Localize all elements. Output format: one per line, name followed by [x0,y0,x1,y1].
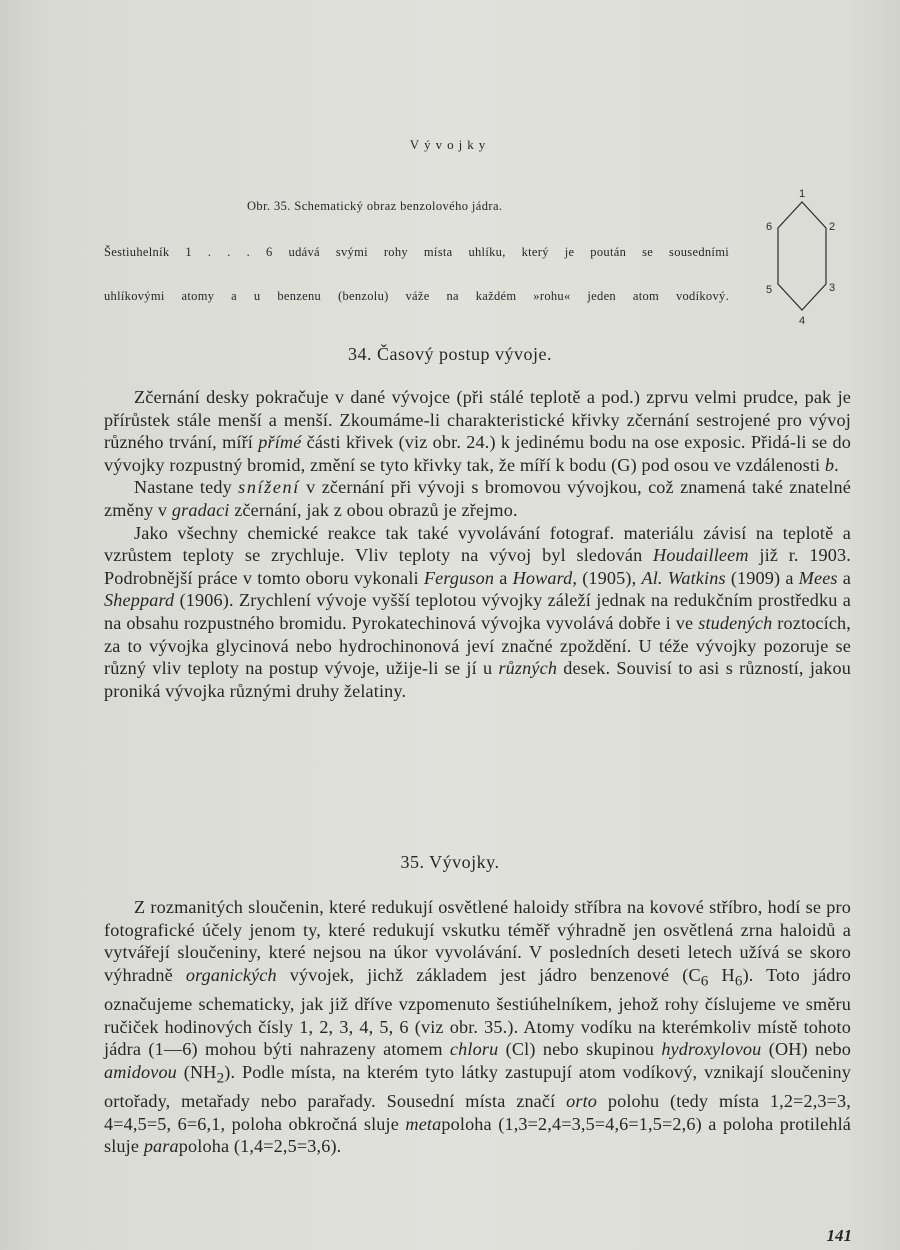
section-35-paragraph-1: Z rozmanitých sloučenin, které redukují osvětlené haloidy stříbra na kovové stříbro, hodí se pro fotografické účely jenom ty, které redukují vskutku téměř výhradně jen osvětlená zrna haloidů a vytvářejí sloučeniny, které nejsou na úkor vyvolávání. V posledních deseti letech užívá se skoro výhradně organických vývojek, jichž základem jest jádro benzenové ($C_6$ $H_6$). Toto jádro označujeme schematicky, jak již dříve vzpomenuto šestiúhelníkem, jehož rohy číslujeme ve směru ručiček hodinových čísly 1, 2, 3, 4, 5, 6 (viz obr. 35.). Atomy vodíku na kterémkoliv místě tohoto jádra (1—6) mohou býti nahrazeny atomem chloru (Cl) nebo skupinou hydroxylovou (OH) nebo amidovou $(NH_2)$. Podle místa, na kterém tyto látky zastupují atom vodíkový, vznikají sloučeniny ortořady, metařady nebo parařady. Sousední místa značí orto polohu (tedy místa 1,2=2,3=3, 4=4,5=5, 6=6,1, poloha obkročná sluje metapoloha (1,3=2,4=3,5=4,6=1,5=2,6) a poloha protilehlá sluje parapoloha (1,4=2,5=3,6). [104,897,851,1157]
running-head: Vývojky [409,137,491,152]
benzene-hexagon-diagram [760,186,860,336]
hexagon-shape [778,202,826,310]
section-34-body [104,386,851,702]
vertex-label-3: 3 [829,282,836,294]
page-number: 141 [826,1226,852,1245]
section-35-body [104,896,851,1158]
vertex-label-5: 5 [766,284,773,296]
figure-caption-title: Obr. 35. Schematický obraz benzolového jádra. [247,199,503,213]
vertex-label-2: 2 [829,221,836,233]
section-34-paragraph-2: Nastane tedy snížení v zčernání při vývoji s bromovou vývojkou, což znamená také znatelné změny v gradaci zčernání, jak z obou obrazů je zřejmo. [104,477,852,520]
section-34-paragraph-1: Zčernání desky pokračuje v dané vývojce (při stálé teplotě a pod.) zprvu velmi prudce, pak je přírůstek stále menší a menší. Zkoumáme-li charakteristické křivky zčernání sestrojené pro vývoj různého trvání, míří přímé části křivek (viz obr. 24.) k jedinému bodu na ose exposic. Přidá-li se do vývojky rozpustný bromid, změní se tyto křivky tak, že míří k bodu (G) pod osou ve vzdálenosti b. [104,387,851,475]
figure-caption-line-1: Šestiuhelník 1 . . . 6 udává svými rohy místa uhlíku, který je poután se sousedními [104,245,729,259]
vertex-label-6: 6 [766,221,773,233]
vertex-label-4: 4 [799,315,806,327]
section-34-heading: 34. Časový postup vývoje. [348,344,552,364]
section-34-paragraph-3: Jako všechny chemické reakce tak také vyvolávání fotograf. materiálu závisí na teplotě a vzrůstem teploty se zrychluje. Vliv teploty na vývoj byl sledován Houdailleem již r. 1903. Podrobnější práce v tomto oboru vykonali Ferguson a Howard, (1905), Al. Watkins (1909) a Mees a Sheppard (1906). Zrychlení vývoje vyšší teplotou vývojky záleží jednak na redukčním prostředku a na obsahu rozpustného bromidu. Pyrokatechinová vývojka vyvolává dobře i ve studených roztocích, za to vývojka glycinová nebo hydrochinonová jeví značné zpoždění. U téže vývojky pozoruje se různý vliv teploty na postup vývoje, užije-li se jí u různých desek. Souvisí to asi s růzností, jakou proniká vývojka různými druhy želatiny. [104,522,851,701]
section-35-heading: 35. Vývojky. [400,852,500,872]
vertex-label-1: 1 [799,188,806,200]
figure-caption-line-2: uhlíkovými atomy a u benzenu (benzolu) váže na každém »rohu« jeden atom vodíkový. [104,289,729,303]
